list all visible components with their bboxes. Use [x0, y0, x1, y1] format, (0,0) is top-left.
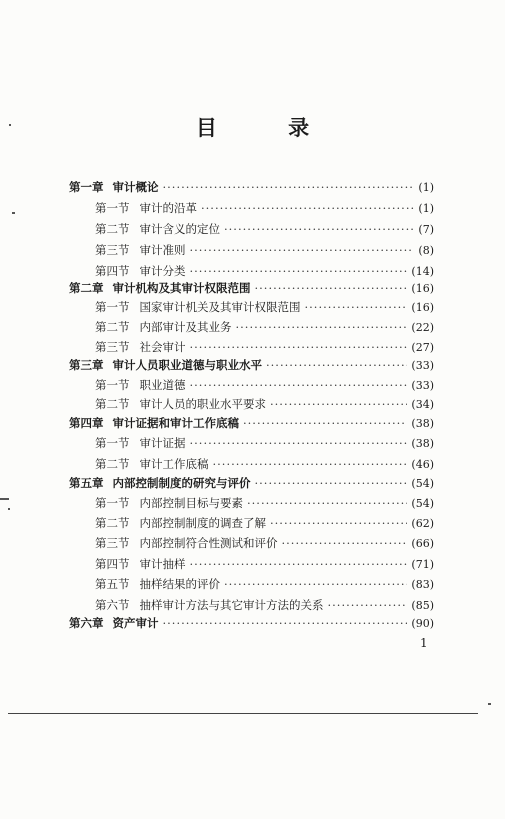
section-number: 第二节 — [95, 222, 130, 236]
leader-dots — [270, 513, 407, 533]
leader-dots — [163, 613, 408, 633]
leader-dots — [266, 355, 407, 375]
toc-section-entry[interactable] — [95, 574, 434, 594]
section-number: 第二节 — [95, 397, 130, 411]
chapter-title: 内部控制制度的研究与评价 — [112, 476, 251, 490]
chapter-title: 资产审计 — [112, 616, 159, 630]
leader-dots — [190, 337, 408, 357]
toc-section-entry[interactable] — [95, 394, 434, 414]
toc-section-entry[interactable] — [95, 317, 434, 337]
toc-chapter-entry[interactable] — [69, 177, 434, 197]
section-number: 第一节 — [95, 496, 130, 510]
page-number: (7) — [418, 223, 434, 236]
section-title: 审计抽样 — [139, 557, 186, 571]
toc-section-entry[interactable] — [95, 337, 434, 357]
leader-dots — [255, 278, 408, 298]
leader-dots — [224, 219, 414, 239]
page-title: 目 录 — [195, 116, 342, 140]
section-number: 第四节 — [95, 264, 130, 278]
toc-section-entry[interactable] — [95, 493, 434, 513]
page-number: (83) — [411, 578, 434, 591]
leader-dots — [270, 394, 407, 414]
leader-dots — [328, 595, 408, 615]
section-title: 审计分类 — [139, 264, 186, 278]
scan-speck — [12, 212, 15, 214]
scan-speck — [0, 498, 9, 500]
page-number: (33) — [411, 359, 434, 372]
toc-chapter-entry[interactable] — [69, 278, 434, 298]
leader-dots — [213, 454, 408, 474]
bottom-rule — [8, 713, 478, 714]
page-number: (90) — [411, 617, 434, 630]
toc-section-entry[interactable] — [95, 513, 434, 533]
page-number: (14) — [411, 265, 434, 278]
section-number: 第三节 — [95, 243, 130, 257]
section-number: 第三节 — [95, 340, 130, 354]
page-folio: 1 — [420, 636, 428, 650]
chapter-title: 审计概论 — [112, 180, 159, 194]
leader-dots — [247, 493, 407, 513]
section-number: 第六节 — [95, 598, 130, 612]
chapter-title: 审计机构及其审计权限范围 — [112, 281, 251, 295]
leader-dots — [190, 554, 408, 574]
page-number: (34) — [411, 398, 434, 411]
section-number: 第一节 — [95, 300, 130, 314]
section-title: 职业道德 — [139, 378, 186, 392]
section-number: 第二节 — [95, 320, 130, 334]
scan-speck — [8, 508, 10, 510]
section-title: 国家审计机关及其审计权限范围 — [139, 300, 301, 314]
leader-dots — [236, 317, 408, 337]
toc-chapter-entry[interactable] — [69, 413, 434, 433]
leader-dots — [163, 177, 415, 197]
page-number: (54) — [411, 477, 434, 490]
page-number: (62) — [411, 517, 434, 530]
page-number: (22) — [411, 321, 434, 334]
section-title: 内部审计及其业务 — [139, 320, 232, 334]
section-title: 审计准则 — [139, 243, 186, 257]
toc-section-entry[interactable] — [95, 219, 434, 239]
page-number: (33) — [411, 379, 434, 392]
section-number: 第一节 — [95, 378, 130, 392]
page-number: (71) — [411, 558, 434, 571]
toc-section-entry[interactable] — [95, 198, 434, 218]
section-title: 社会审计 — [139, 340, 186, 354]
page-number: (8) — [418, 244, 434, 257]
page-number: (38) — [411, 437, 434, 450]
page-number: (16) — [411, 301, 434, 314]
page-number: (46) — [411, 458, 434, 471]
leader-dots — [190, 433, 408, 453]
leader-dots — [224, 574, 407, 594]
chapter-number: 第五章 — [69, 476, 104, 490]
toc-section-entry[interactable] — [95, 454, 434, 474]
section-number: 第三节 — [95, 536, 130, 550]
toc-section-entry[interactable] — [95, 433, 434, 453]
chapter-number: 第三章 — [69, 358, 104, 372]
page-number: (54) — [411, 497, 434, 510]
section-title: 内部控制符合性测试和评价 — [139, 536, 278, 550]
leader-dots — [282, 533, 408, 553]
toc-chapter-entry[interactable] — [69, 355, 434, 375]
section-title: 审计证据 — [139, 436, 186, 450]
chapter-title: 审计证据和审计工作底稿 — [112, 416, 239, 430]
section-number: 第一节 — [95, 436, 130, 450]
page-number: (1) — [418, 181, 434, 194]
page-number: (1) — [418, 202, 434, 215]
leader-dots — [243, 413, 407, 433]
chapter-number: 第二章 — [69, 281, 104, 295]
scan-speck — [488, 703, 491, 705]
chapter-title: 审计人员职业道德与职业水平 — [112, 358, 262, 372]
toc-chapter-entry[interactable] — [69, 473, 434, 493]
section-title: 审计的沿革 — [139, 201, 197, 215]
toc-section-entry[interactable] — [95, 297, 434, 317]
chapter-number: 第一章 — [69, 180, 104, 194]
page-number: (16) — [411, 282, 434, 295]
section-number: 第二节 — [95, 457, 130, 471]
section-title: 抽样审计方法与其它审计方法的关系 — [139, 598, 324, 612]
toc-section-entry[interactable] — [95, 533, 434, 553]
section-title: 审计含义的定位 — [139, 222, 220, 236]
section-title: 抽样结果的评价 — [139, 577, 220, 591]
section-title: 审计工作底稿 — [139, 457, 209, 471]
section-number: 第五节 — [95, 577, 130, 591]
leader-dots — [190, 375, 408, 395]
leader-dots — [190, 240, 415, 260]
toc-section-entry[interactable] — [95, 240, 434, 260]
toc-section-entry[interactable] — [95, 595, 434, 615]
leader-dots — [201, 198, 414, 218]
toc-section-entry[interactable] — [95, 554, 434, 574]
leader-dots — [305, 297, 408, 317]
section-title: 内部控制制度的调查了解 — [139, 516, 266, 530]
toc-chapter-entry[interactable] — [69, 613, 434, 633]
leader-dots — [255, 473, 408, 493]
chapter-number: 第四章 — [69, 416, 104, 430]
section-title: 审计人员的职业水平要求 — [139, 397, 266, 411]
page-number: (85) — [411, 599, 434, 612]
chapter-number: 第六章 — [69, 616, 104, 630]
section-number: 第一节 — [95, 201, 130, 215]
section-title: 内部控制目标与要素 — [139, 496, 243, 510]
toc-section-entry[interactable] — [95, 375, 434, 395]
page-number: (27) — [411, 341, 434, 354]
section-number: 第四节 — [95, 557, 130, 571]
scan-speck — [9, 124, 11, 126]
section-number: 第二节 — [95, 516, 130, 530]
page-number: (38) — [411, 417, 434, 430]
page-number: (66) — [411, 537, 434, 550]
